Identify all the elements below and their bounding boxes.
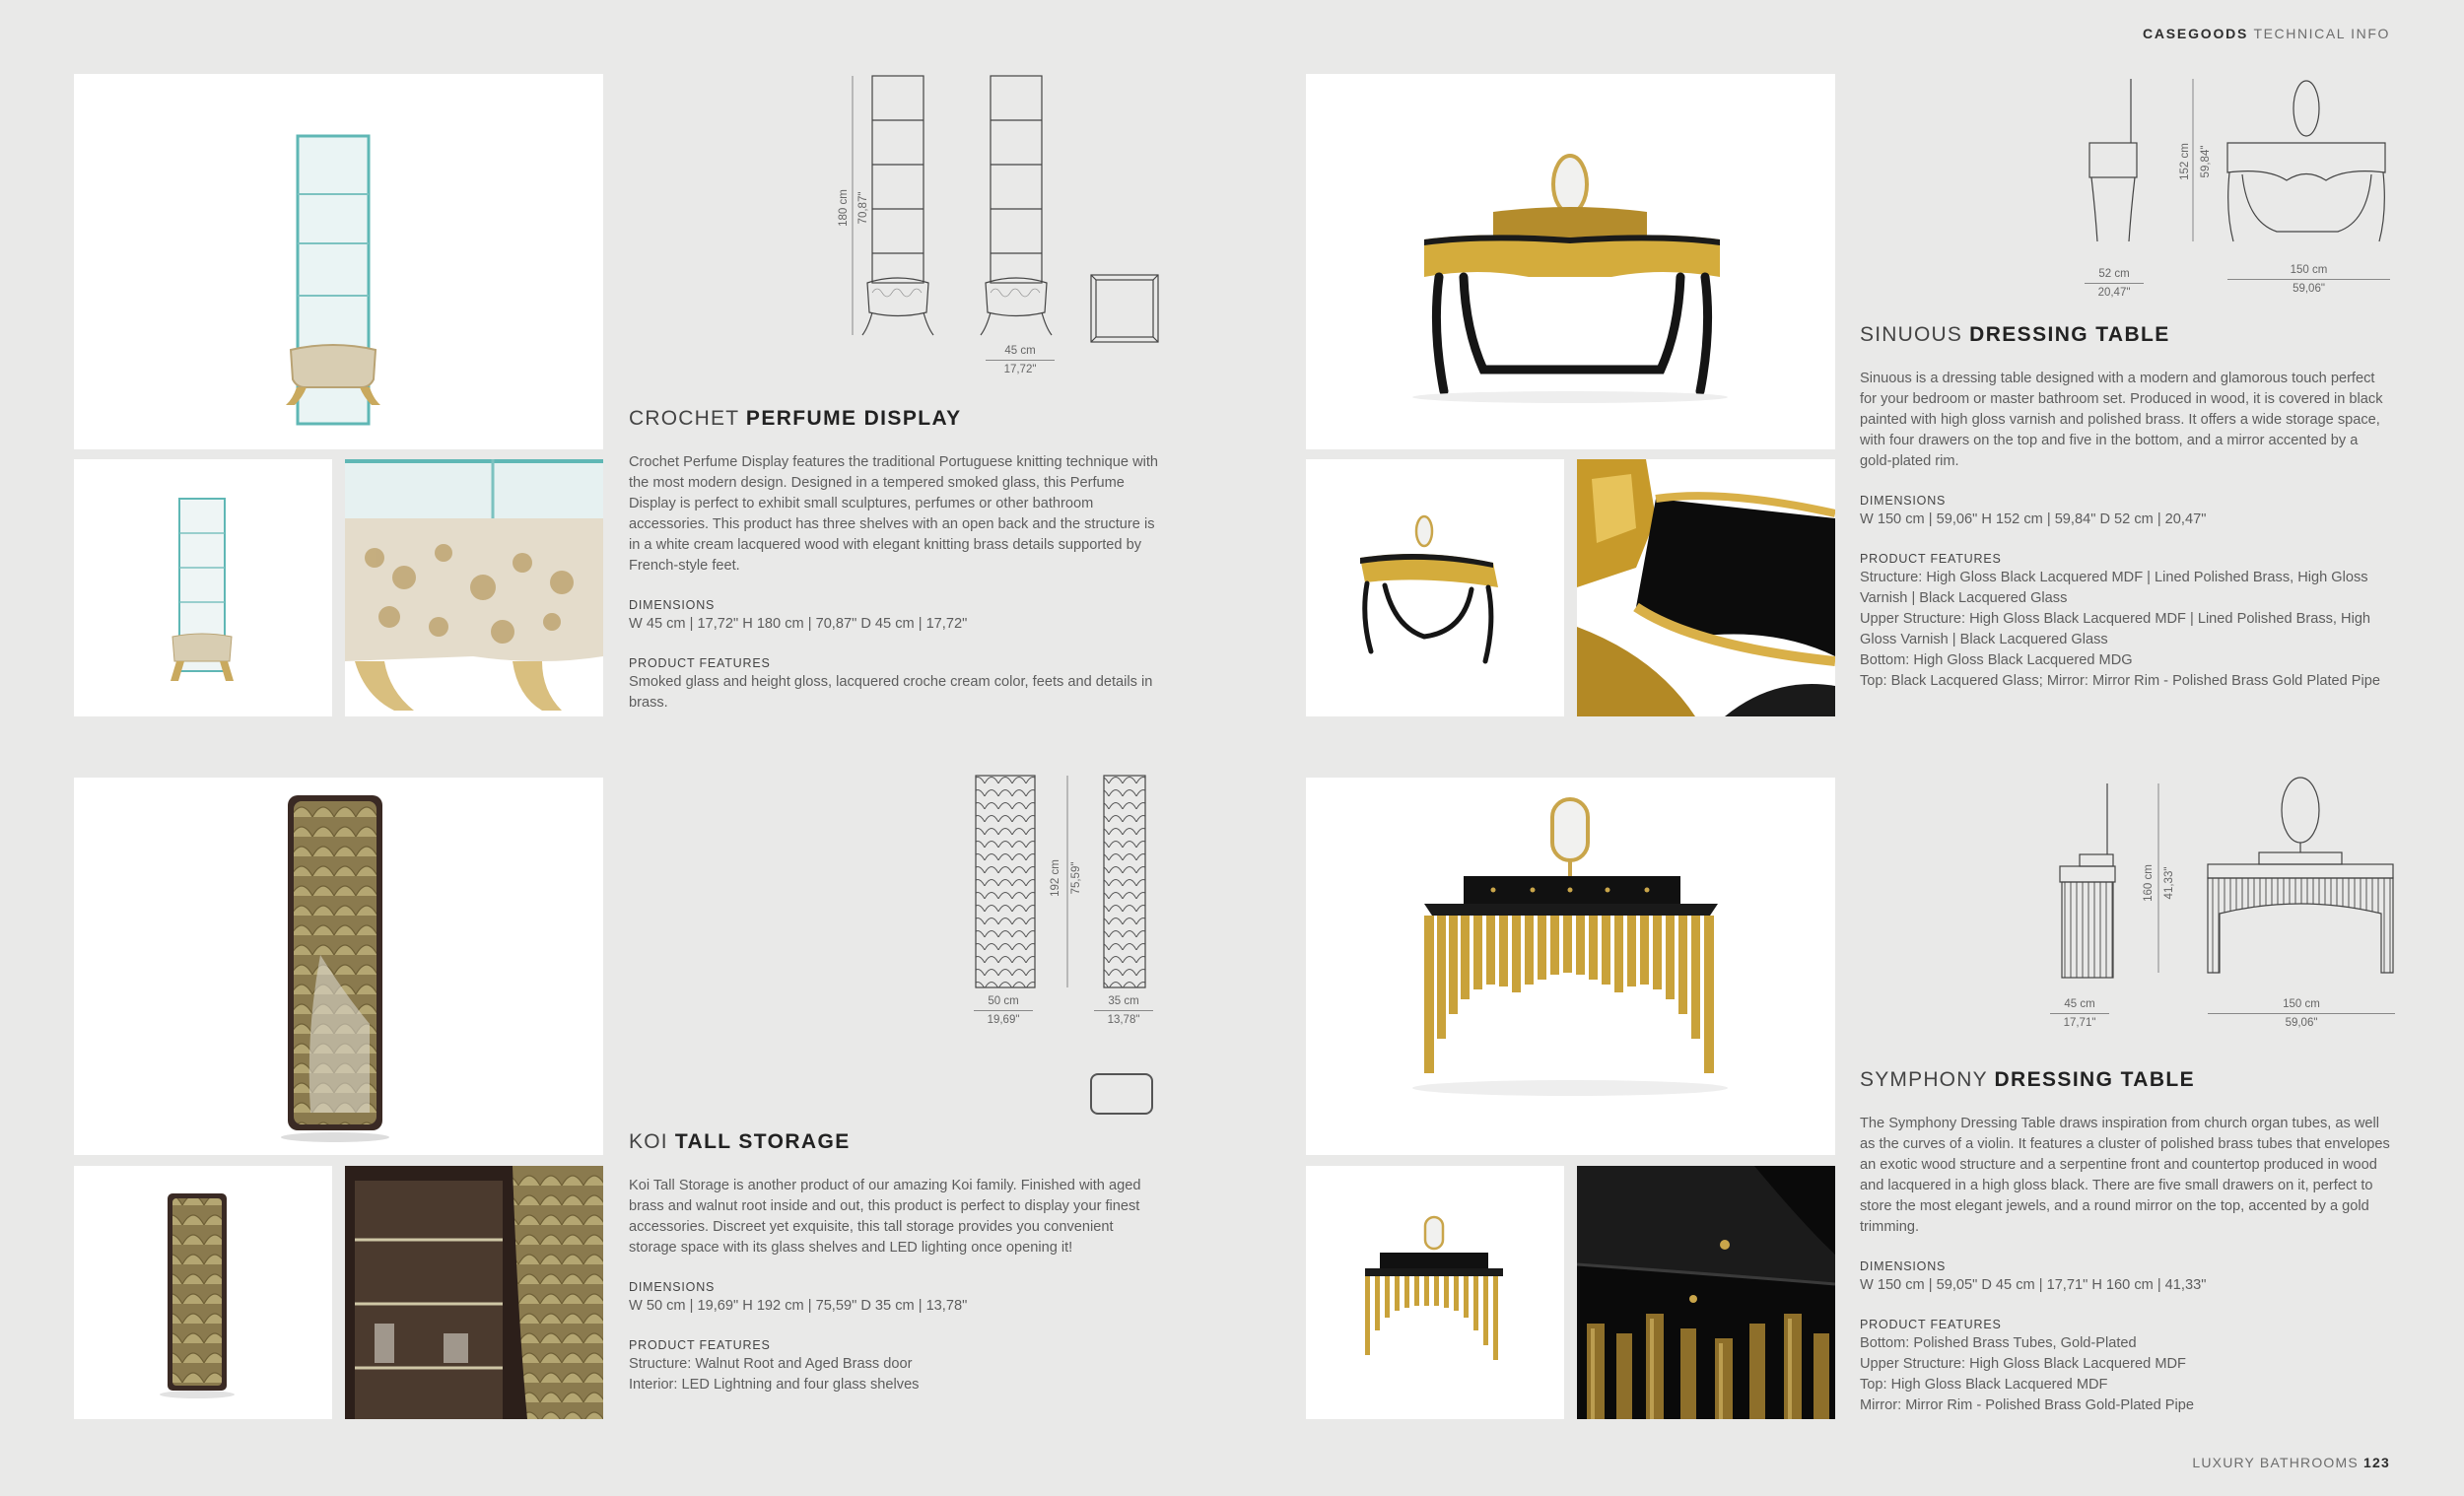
symphony-dimensions-label: DIMENSIONS [1860,1259,1947,1273]
koi-feature: Interior: LED Lightning and four glass shelves [629,1377,920,1393]
symphony-depth-in: 17,71" [2050,1013,2109,1029]
page-header [2143,26,2390,41]
sinuous-technical-drawing [2080,74,2395,261]
symphony-title [1860,1068,2195,1092]
sinuous-main-photo [1306,74,1835,449]
symphony-info [1860,1114,2397,1416]
symphony-height-in: 41,33" [2163,866,2175,900]
crochet-height-cm: 180 cm [838,189,850,227]
koi-depth-in: 13,78" [1094,1010,1153,1026]
sinuous-dimensions-label: DIMENSIONS [1860,494,1947,508]
koi-title [629,1130,851,1154]
symphony-feature: Top: High Gloss Black Lacquered MDF [1860,1377,2108,1393]
symphony-feature: Mirror: Mirror Rim - Polished Brass Gold-Plated Pipe [1860,1397,2194,1413]
section-title: CASEGOODS [2142,26,2249,41]
symphony-title-light: SYMPHONY [1860,1068,1988,1091]
sinuous-info [1860,369,2392,692]
sinuous-depth-dim [2085,268,2144,299]
sinuous-feature: Upper Structure: High Gloss Black Lacquered MDF | Lined Polished Brass, High Gloss Varnish | Black Lacquered Glass [1860,611,2371,647]
sinuous-height-in: 59,84" [2200,145,2212,178]
koi-features-label: PRODUCT FEATURES [629,1338,771,1352]
crochet-dimensions-label: DIMENSIONS [629,598,716,612]
page-number: 123 [2363,1455,2390,1470]
koi-description: Koi Tall Storage is another product of our amazing Koi family. Finished with aged brass and walnut root inside and out, this product is perfect to display your finest accessories. Discreet yet exquisite, this tall storage provides you convenient storage space with its glass shelves and LED lighting once opening it! [629,1178,1141,1256]
symphony-dimensions: W 150 cm | 59,05" D 45 cm | 17,71" H 160 cm | 41,33" [1860,1277,2207,1293]
sinuous-detail-photo-2 [1577,459,1835,716]
crochet-info [629,452,1161,714]
section-subtitle: TECHNICAL INFO [2253,26,2390,41]
page-footer [2192,1455,2390,1470]
sinuous-height-cm: 152 cm [2179,143,2191,180]
koi-title-light: KOI [629,1130,668,1153]
koi-height-in: 75,59" [1070,861,1082,895]
symphony-features-label: PRODUCT FEATURES [1860,1318,2002,1331]
sinuous-feature: Bottom: High Gloss Black Lacquered MDG [1860,652,2133,668]
crochet-width-in: 17,72" [986,360,1055,375]
symphony-depth-cm: 45 cm [2064,998,2095,1010]
symphony-depth-dim [2050,998,2109,1029]
koi-detail-photo-2 [345,1166,603,1419]
sinuous-width-in: 59,06" [2227,279,2390,295]
koi-dimensions: W 50 cm | 19,69" H 192 cm | 75,59" D 35 cm | 13,78" [629,1298,968,1314]
crochet-detail-photo-1 [74,459,332,716]
crochet-main-photo [74,74,603,449]
sinuous-features-label: PRODUCT FEATURES [1860,552,2002,566]
koi-depth-cm: 35 cm [1108,995,1139,1007]
koi-main-photo [74,778,603,1155]
crochet-title [629,407,962,431]
crochet-feature: Smoked glass and height gloss, lacquered croche cream color, feets and details in brass. [629,674,1153,711]
sinuous-feature: Top: Black Lacquered Glass; Mirror: Mirror Rim - Polished Brass Gold Plated Pipe [1860,673,2380,689]
symphony-main-photo [1306,778,1835,1155]
symphony-feature: Bottom: Polished Brass Tubes, Gold-Plated [1860,1335,2137,1351]
symphony-width-dim [2208,998,2395,1029]
crochet-description: Crochet Perfume Display features the traditional Portuguese knitting technique with the most modern design. Designed in a tempered smoked glass, this Perfume Display is perfect to exhibit small sculptures, perfumes or other bathroom accessories. This product has three shelves with an open back and the structure is in a white cream lacquered wood with elegant knitting brass details supported by French-style feet. [629,454,1159,574]
crochet-technical-drawing [833,71,1168,367]
koi-title-bold: TALL STORAGE [674,1130,851,1153]
koi-width-in: 19,69" [974,1010,1033,1026]
sinuous-dimensions: W 150 cm | 59,06" H 152 cm | 59,84" D 52 cm | 20,47" [1860,511,2207,527]
sinuous-width-cm: 150 cm [2290,264,2328,276]
sinuous-title [1860,323,2170,347]
sinuous-description: Sinuous is a dressing table designed with a modern and glamorous touch perfect for your bedroom or master bathroom set. Produced in wood, it is covered in black painted with high gloss varnish and polished brass. It offers a wide storage space, with four drawers on the top and five in the bottom, and a mirror accented by a gold-plated rim. [1860,371,2383,469]
symphony-width-in: 59,06" [2208,1013,2395,1029]
koi-dimensions-label: DIMENSIONS [629,1280,716,1294]
symphony-description: The Symphony Dressing Table draws inspiration from church organ tubes, as well as the curves of a violin. It features a cluster of polished brass tubes that envelopes an exotic wood structure and a serpentine front and countertop produced in wood and lacquered in a high gloss black. There are five small drawers on it, perfect to store the most elegant jewels, and a round mirror on the top, accented by a gold trimming. [1860,1116,2390,1235]
symphony-detail-photo-1 [1306,1166,1564,1419]
koi-height-cm: 192 cm [1050,859,1061,897]
sinuous-width-dim [2227,264,2390,295]
crochet-dimensions: W 45 cm | 17,72" H 180 cm | 70,87" D 45 cm | 17,72" [629,616,968,632]
symphony-width-cm: 150 cm [2283,998,2320,1010]
crochet-width-cm: 45 cm [1004,345,1036,357]
publication-name: LUXURY BATHROOMS [2192,1455,2359,1470]
symphony-detail-photo-2 [1577,1166,1835,1419]
koi-info [629,1176,1161,1395]
koi-feature: Structure: Walnut Root and Aged Brass door [629,1356,913,1372]
sinuous-depth-in: 20,47" [2085,283,2144,299]
symphony-feature: Upper Structure: High Gloss Black Lacquered MDF [1860,1356,2186,1372]
koi-width-cm: 50 cm [988,995,1019,1007]
crochet-height-in: 70,87" [857,191,869,225]
sinuous-detail-photo-1 [1306,459,1564,716]
sinuous-title-light: SINUOUS [1860,323,1963,346]
symphony-technical-drawing [2050,776,2395,978]
sinuous-feature: Structure: High Gloss Black Lacquered MDF | Lined Polished Brass, High Gloss Varnish | Black Lacquered Glass [1860,570,2368,606]
sinuous-title-bold: DRESSING TABLE [1969,323,2170,346]
crochet-features-label: PRODUCT FEATURES [629,656,771,670]
crochet-width-dim [986,345,1055,375]
crochet-detail-photo-2 [345,459,603,716]
crochet-title-light: CROCHET [629,407,739,430]
koi-top-view [1090,1073,1153,1115]
symphony-height-cm: 160 cm [2143,864,2155,902]
symphony-title-bold: DRESSING TABLE [1994,1068,2196,1091]
koi-detail-photo-1 [74,1166,332,1419]
sinuous-depth-cm: 52 cm [2098,268,2130,280]
koi-depth-dim [1094,995,1153,1026]
koi-width-dim [974,995,1033,1026]
crochet-title-bold: PERFUME DISPLAY [745,407,962,430]
